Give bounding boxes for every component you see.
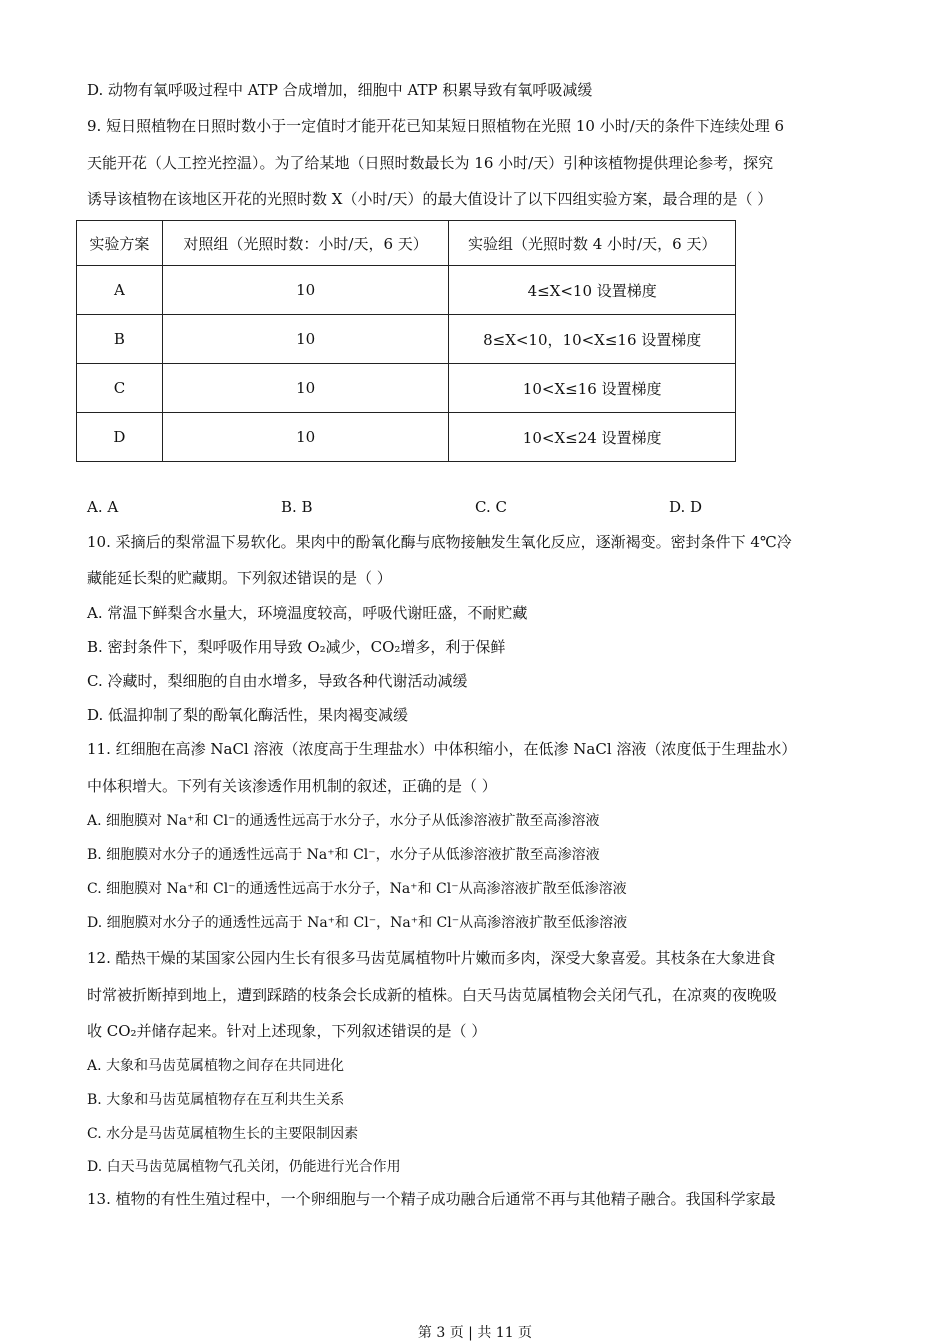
q10-option-a: A. 常温下鲜梨含水量大，环境温度较高，呼吸代谢旺盛，不耐贮藏 (87, 604, 528, 622)
q10-option-d: D. 低温抑制了梨的酚氧化酶活性，果肉褐变减缓 (87, 706, 409, 724)
q10-stem-line2: 藏能延长梨的贮藏期。下列叙述错误的是（ ） (87, 569, 392, 587)
table-cell: 10 (162, 413, 449, 462)
q12-stem-line3: 收 CO₂并储存起来。针对上述现象，下列叙述错误的是（ ） (87, 1022, 487, 1040)
q13-stem-line1: 13. 植物的有性生殖过程中，一个卵细胞与一个精子成功融合后通常不再与其他精子融合。我国科学家最 (87, 1190, 776, 1208)
q11-stem-line1: 11. 红细胞在高渗 NaCl 溶液（浓度高于生理盐水）中体积缩小，在低渗 NaCl 溶液（浓度低于生理盐水） (87, 740, 797, 758)
q9-stem-line3: 诱导该植物在该地区开花的光照时数 X（小时/天）的最大值设计了以下四组实验方案，最合理的是（ ） (87, 190, 773, 208)
table-cell: 10 (162, 315, 449, 364)
q11-stem-line2: 中体积增大。下列有关该渗透作用机制的叙述，正确的是（ ） (87, 777, 497, 795)
table-cell: B (77, 315, 163, 364)
q10-option-c: C. 冷藏时，梨细胞的自由水增多，导致各种代谢活动减缓 (87, 672, 468, 690)
table-row (77, 413, 736, 462)
table-cell: 8≤X<10，10<X≤16 设置梯度 (449, 315, 736, 364)
table-header-row (77, 221, 736, 266)
q11-option-c: C. 细胞膜对 Na⁺和 Cl⁻的通透性远高于水分子，Na⁺和 Cl⁻从高渗溶液扩散至低渗溶液 (87, 881, 627, 897)
q11-option-b: B. 细胞膜对水分子的通透性远高于 Na⁺和 Cl⁻，水分子从低渗溶液扩散至高渗溶液 (87, 847, 600, 863)
table-cell: 10 (162, 364, 449, 413)
q8-option-d: D. 动物有氧呼吸过程中 ATP 合成增加，细胞中 ATP 积累导致有氧呼吸减缓 (87, 81, 593, 99)
table-cell: C (77, 364, 163, 413)
q9-option-b: B. B (281, 498, 313, 516)
q9-stem-line2: 天能开花（人工控光控温）。为了给某地（日照时数最长为 16 小时/天）引种该植物提供理论参考，探究 (87, 154, 774, 172)
table-header-cell: 实验组（光照时数 4 小时/天，6 天） (449, 221, 736, 266)
table-cell: D (77, 413, 163, 462)
page-footer: 第 3 页 | 共 11 页 (417, 1325, 533, 1341)
q12-option-b: B. 大象和马齿苋属植物存在互利共生关系 (87, 1092, 345, 1108)
q10-stem-line1: 10. 采摘后的梨常温下易软化。果肉中的酚氧化酶与底物接触发生氧化反应，逐渐褐变。密封条件下 4℃冷 (87, 533, 792, 551)
table-cell: 10<X≤24 设置梯度 (449, 413, 736, 462)
table-cell: A (77, 266, 163, 315)
table-row (77, 364, 736, 413)
q9-stem-line1: 9. 短日照植物在日照时数小于一定值时才能开花已知某短日照植物在光照 10 小时/天的条件下连续处理 6 (87, 117, 785, 135)
table-cell: 4≤X<10 设置梯度 (449, 266, 736, 315)
q12-option-d: D. 白天马齿苋属植物气孔关闭，仍能进行光合作用 (87, 1159, 401, 1175)
q11-option-d: D. 细胞膜对水分子的通透性远高于 Na⁺和 Cl⁻，Na⁺和 Cl⁻从高渗溶液扩散至低渗溶液 (87, 915, 628, 931)
q12-option-a: A. 大象和马齿苋属植物之间存在共同进化 (87, 1058, 345, 1074)
q12-stem-line1: 12. 酷热干燥的某国家公园内生长有很多马齿苋属植物叶片嫩而多肉，深受大象喜爱。其枝条在大象进食 (87, 949, 776, 967)
q11-option-a: A. 细胞膜对 Na⁺和 Cl⁻的通透性远高于水分子，水分子从低渗溶液扩散至高渗溶液 (87, 813, 600, 829)
table-row (77, 266, 736, 315)
q9-option-c: C. C (475, 498, 507, 516)
q10-option-b: B. 密封条件下，梨呼吸作用导致 O₂减少，CO₂增多，利于保鲜 (87, 638, 506, 656)
table-row (77, 315, 736, 364)
table-header-cell: 对照组（光照时数：小时/天，6 天） (162, 221, 449, 266)
table-cell: 10 (162, 266, 449, 315)
experiment-table (76, 220, 736, 462)
q9-option-a: A. A (87, 498, 119, 516)
table-cell: 10<X≤16 设置梯度 (449, 364, 736, 413)
q9-option-d: D. D (669, 498, 703, 516)
q12-option-c: C. 水分是马齿苋属植物生长的主要限制因素 (87, 1126, 359, 1142)
q12-stem-line2: 时常被折断掉到地上，遭到踩踏的枝条会长成新的植株。白天马齿苋属植物会关闭气孔，在凉爽的夜晚吸 (87, 986, 778, 1004)
table-header-cell: 实验方案 (77, 221, 163, 266)
